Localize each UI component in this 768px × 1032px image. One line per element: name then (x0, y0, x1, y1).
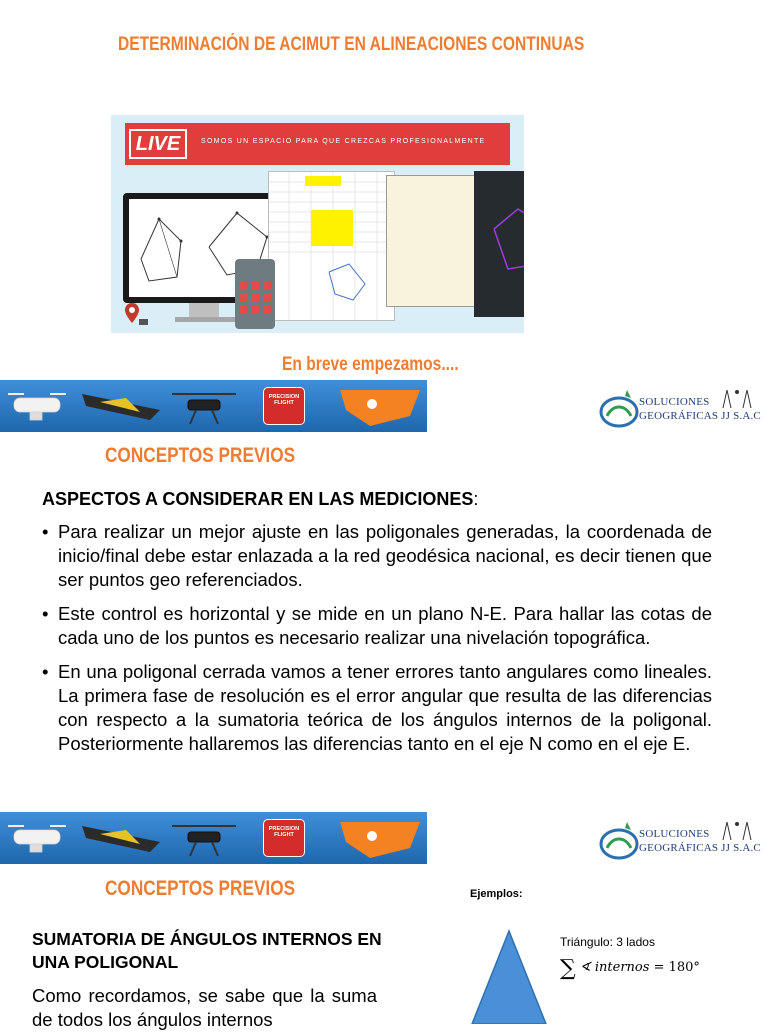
precision-flight-logo (263, 387, 305, 425)
company-logo (597, 386, 767, 432)
properties-panel-image (386, 175, 478, 307)
formula-internos: ∢ internos (579, 960, 650, 975)
globe-logo-icon (597, 386, 641, 432)
formula-value: = 180° (653, 960, 700, 975)
drone-images-icon (0, 380, 427, 432)
list-item (42, 520, 712, 592)
globe-logo-icon (597, 818, 641, 864)
section-title-conceptos-1: CONCEPTOS PREVIOS (105, 444, 296, 467)
company-name-line2: GEOGRÁFICAS JJ S.A.C (639, 410, 761, 422)
list-item (42, 660, 712, 756)
aspects-heading (42, 489, 478, 510)
company-name-line2: GEOGRÁFICAS JJ S.A.C (639, 842, 761, 854)
map-pin-logo-icon (123, 301, 149, 327)
precision-flight-text: PRECISION FLIGHT (268, 826, 300, 838)
live-bar (125, 123, 510, 165)
bullet-text: • En una poligonal cerrada vamos a tener errores tanto angulares como lineales. La primera fase de resolución es el error angular que resulta de las diferencias con respecto a la sumatoria teórica de los ángulos internos de la poligonal. Posteriormente hallaremos las diferencias tanto en el eje N como en el eje E. (58, 661, 712, 754)
coming-soon-text: En breve empezamos.... (282, 354, 459, 375)
live-slogan: SOMOS UN ESPACIO PARA QUE CREZCAS PROFESIONALMENTE (201, 138, 486, 145)
precision-flight-logo (263, 819, 305, 857)
spreadsheet-image (268, 171, 395, 321)
triangle-label: Triángulo: 3 lados (560, 935, 655, 949)
bullet-text: • Este control es horizontal y se mide en un plano N-E. Para hallar las cotas de cada uno de los puntos es necesario realizar una nivelación topográfica. (58, 603, 712, 648)
page-title: DETERMINACIÓN DE ACIMUT EN ALINEACIONES CONTINUAS (118, 34, 585, 55)
aspects-heading-colon: : (473, 489, 479, 509)
company-logo (597, 818, 767, 864)
highlighted-cells (311, 210, 353, 246)
aspects-heading-text: ASPECTOS A CONSIDERAR EN LAS MEDICIONES (42, 489, 474, 509)
angle-sum-formula (560, 956, 700, 981)
cad-polygon-icon (474, 171, 524, 317)
live-banner-image (111, 115, 524, 333)
surveyor-icon (719, 818, 759, 842)
monitor-base (175, 317, 235, 322)
cad-viewport-image (474, 171, 524, 317)
sum-angles-paragraph: Como recordamos, se sabe que la suma de todos los ángulos internos (32, 985, 377, 1030)
calculator-icon (235, 259, 275, 329)
list-item (42, 602, 712, 650)
drone-strip (0, 812, 427, 864)
sum-angles-heading: SUMATORIA DE ÁNGULOS INTERNOS EN UNA POLIGONAL (32, 929, 382, 972)
triangle-shape-icon (470, 929, 548, 1024)
examples-label: Ejemplos: (470, 888, 523, 900)
drone-strip (0, 380, 427, 432)
precision-flight-text: PRECISION FLIGHT (268, 394, 300, 406)
bullet-text: • Para realizar un mejor ajuste en las poligonales generadas, la coordenada de inicio/final debe estar enlazada a la red geodésica nacional, es decir tienen que ser puntos geo referenciados. (58, 521, 712, 590)
surveyor-icon (719, 386, 759, 410)
company-name-line1: SOLUCIONES (639, 828, 710, 840)
company-name-line1: SOLUCIONES (639, 396, 710, 408)
section-title-conceptos-2: CONCEPTOS PREVIOS (105, 877, 296, 900)
drone-images-icon (0, 812, 427, 864)
live-badge: LIVE (129, 129, 187, 159)
spreadsheet-grid-icon (269, 172, 394, 320)
aspects-bullet-list (42, 520, 712, 766)
sigma-symbol: ∑ (560, 956, 576, 981)
